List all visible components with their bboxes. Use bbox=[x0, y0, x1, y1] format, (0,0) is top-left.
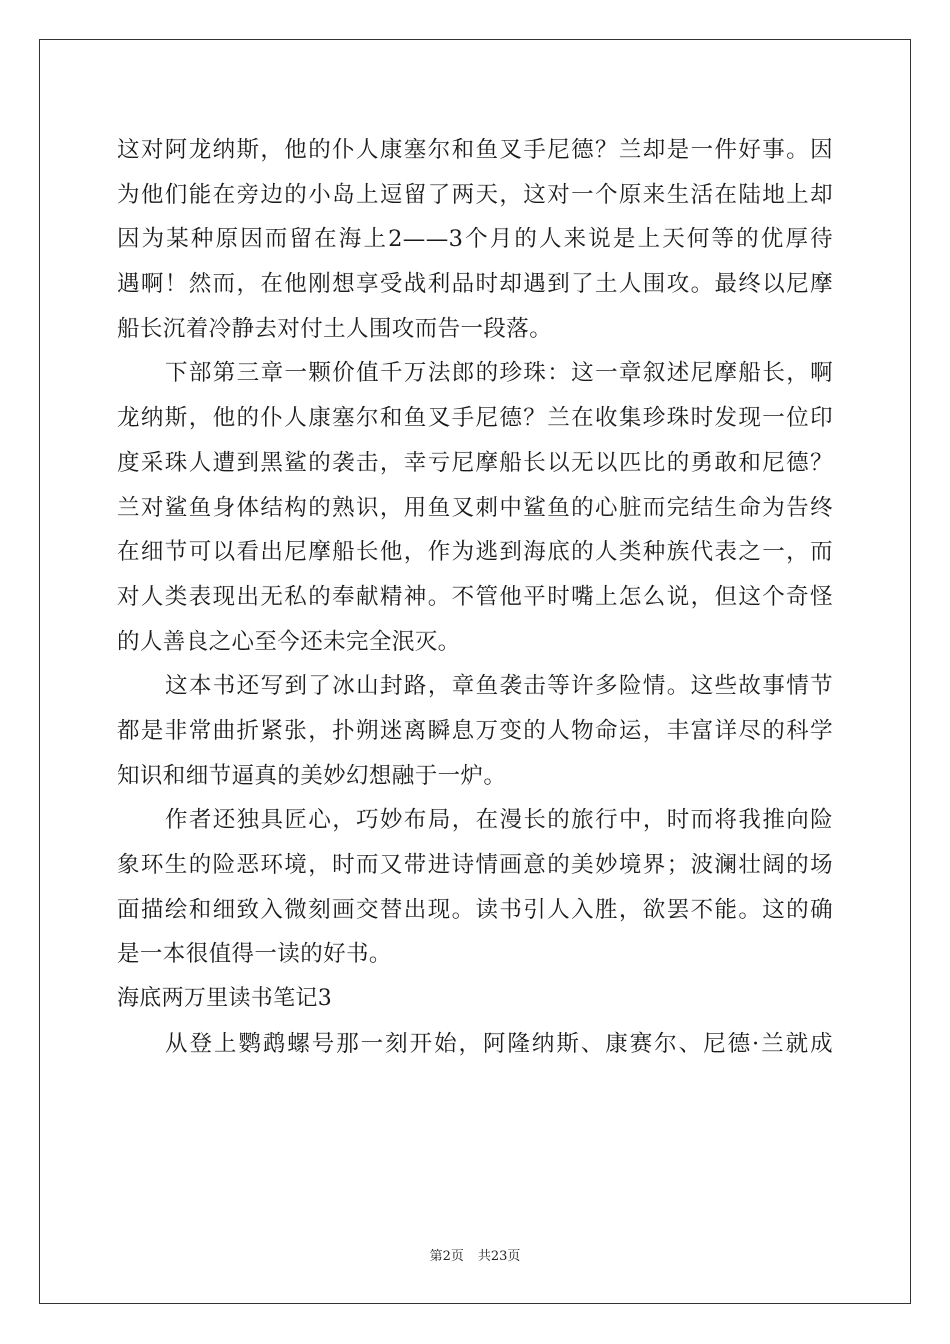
paragraph-2 bbox=[117, 351, 833, 664]
text-line: 从登上鹦鹉螺号那一刻开始，阿隆纳斯、康赛尔、尼德·兰就成 bbox=[165, 1030, 833, 1057]
paragraph-4 bbox=[117, 798, 833, 977]
text-line: 兰对鲨鱼身体结构的熟识，用鱼叉刺中鲨鱼的心脏而完结生命为告终 bbox=[117, 494, 833, 521]
text-line: 这本书还写到了冰山封路，章鱼袭击等许多险情。这些故事情节 bbox=[165, 673, 833, 700]
paragraph-3 bbox=[117, 664, 833, 798]
text-line: 遇啊！然而，在他刚想享受战利品时却遇到了土人围攻。最终以尼摩 bbox=[117, 271, 833, 298]
text-line: 为他们能在旁边的小岛上逗留了两天，这对一个原来生活在陆地上却 bbox=[117, 181, 833, 208]
text-line: 都是非常曲折紧张，扑朔迷离瞬息万变的人物命运，丰富详尽的科学 bbox=[117, 717, 833, 744]
text-line: 下部第三章一颗价值千万法郎的珍珠：这一章叙述尼摩船长，啊 bbox=[165, 360, 833, 387]
text-line: 因为某种原因而留在海上2——3个月的人来说是上天何等的优厚待 bbox=[117, 226, 833, 253]
document-body bbox=[117, 128, 833, 1066]
text-line: 船长沉着冷静去对付土人围攻而告一段落。 bbox=[117, 315, 553, 342]
text-line: 这对阿龙纳斯，他的仆人康塞尔和鱼叉手尼德？兰却是一件好事。因 bbox=[117, 137, 833, 163]
paragraph-1 bbox=[117, 128, 833, 351]
text-line: 知识和细节逼真的美妙幻想融于一炉。 bbox=[117, 762, 507, 789]
text-line: 度采珠人遭到黑鲨的袭击，幸亏尼摩船长以无以匹比的勇敢和尼德？ bbox=[117, 449, 833, 476]
text-line: 对人类表现出无私的奉献精神。不管他平时嘴上怎么说，但这个奇怪 bbox=[117, 583, 833, 610]
page-number: 第2页 bbox=[429, 1249, 464, 1264]
text-line: 象环生的险恶环境，时而又带进诗情画意的美妙境界；波澜壮阔的场 bbox=[117, 852, 833, 878]
text-line: 龙纳斯，他的仆人康塞尔和鱼叉手尼德？兰在收集珍珠时发现一位印 bbox=[117, 405, 833, 432]
page-footer bbox=[0, 1245, 950, 1264]
page-total: 共23页 bbox=[477, 1249, 521, 1264]
text-line: 的人善良之心至今还未完全泯灭。 bbox=[117, 628, 461, 655]
text-line: 作者还独具匠心，巧妙布局，在漫长的旅行中，时而将我推向险 bbox=[165, 807, 833, 834]
text-line: 在细节可以看出尼摩船长他，作为逃到海底的人类种族代表之一，而 bbox=[117, 539, 833, 566]
text-line: 面描绘和细致入微刻画交替出现。读书引人入胜，欲罢不能。这的确 bbox=[117, 896, 833, 923]
text-line: 是一本很值得一读的好书。 bbox=[117, 941, 392, 968]
section-heading: 海底两万里读书笔记3 bbox=[117, 986, 332, 1012]
